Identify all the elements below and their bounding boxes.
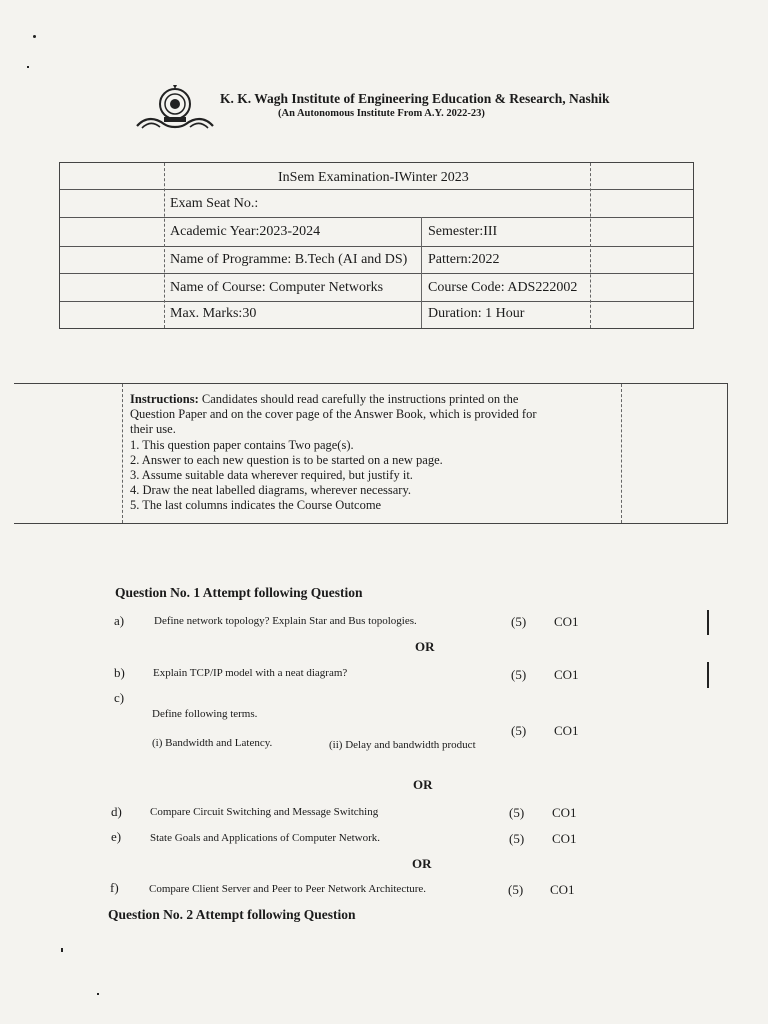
programme-name: Name of Programme: B.Tech (AI and DS) [170,252,408,267]
institute-subtitle: (An Autonomous Institute From A.Y. 2022-23) [278,108,485,119]
duration: Duration: 1 Hour [428,306,525,321]
question-subpart: (ii) Delay and bandwidth product [329,739,476,751]
scan-mark [707,610,709,635]
question-1-heading: Question No. 1 Attempt following Question [115,585,363,600]
question-label: a) [114,613,125,628]
course-outcome: CO1 [552,805,577,820]
course-name: Name of Course: Computer Networks [170,280,384,295]
scan-speck [27,66,29,68]
exam-title: InSem Examination-IWinter 2023 [278,170,469,185]
scan-speck [61,948,63,952]
exam-seat-no-label: Exam Seat No.: [170,196,259,211]
instructions-divider [621,384,622,523]
instructions-intro: Candidates should read carefully the instructions printed on the [198,392,519,406]
course-outcome: CO1 [554,723,579,738]
question-label: d) [111,804,122,819]
question-text: Define following terms. [152,708,258,720]
instruction-item: 3. Assume suitable data wherever required, but justify it. [130,468,413,483]
question-label: e) [111,829,122,844]
question-text: Compare Client Server and Peer to Peer Network Architecture. [149,883,427,895]
or-separator: OR [415,639,435,654]
scan-speck [33,35,36,38]
institute-name: K. K. Wagh Institute of Engineering Education & Research, Nashik [220,91,610,106]
question-text: State Goals and Applications of Computer Network. [150,832,381,844]
question-marks: (5) [511,614,527,629]
or-separator: OR [413,777,433,792]
question-label: f) [110,880,119,895]
instruction-item: 4. Draw the neat labelled diagrams, wherever necessary. [130,483,412,498]
question-marks: (5) [509,831,525,846]
course-outcome: CO1 [554,614,579,629]
question-text: Explain TCP/IP model with a neat diagram? [153,667,348,679]
question-label: c) [114,690,125,705]
or-separator: OR [412,856,432,871]
table-divider [421,217,422,328]
course-outcome: CO1 [550,882,575,897]
instructions-lead: Instructions: [130,392,199,406]
semester: Semester:III [428,224,498,239]
scan-mark [707,662,709,688]
course-outcome: CO1 [554,667,579,682]
question-marks: (5) [511,667,527,682]
exam-details-table [59,162,694,329]
question-marks: (5) [508,882,524,897]
question-label: b) [114,665,125,680]
table-divider [60,301,693,302]
question-marks: (5) [511,723,527,738]
question-text: Compare Circuit Switching and Message Switching [150,806,379,818]
question-subpart: (i) Bandwidth and Latency. [152,737,273,749]
table-divider [60,273,693,274]
pattern: Pattern:2022 [428,252,500,267]
scan-speck [97,993,99,995]
question-2-heading: Question No. 2 Attempt following Question [108,907,356,922]
instructions-intro: Question Paper and on the cover page of the Answer Book, which is provided for [130,407,537,422]
course-outcome: CO1 [552,831,577,846]
academic-year: Academic Year:2023-2024 [170,224,321,239]
table-divider [590,163,591,328]
table-divider [60,189,693,190]
table-divider [60,246,693,247]
table-divider [164,163,165,328]
instruction-item: 2. Answer to each new question is to be started on a new page. [130,452,443,467]
question-text: Define network topology? Explain Star and Bus topologies. [154,615,417,627]
instruction-item: 1. This question paper contains Two page(s). [130,437,354,452]
question-marks: (5) [509,805,525,820]
table-divider [60,217,693,218]
max-marks: Max. Marks:30 [170,306,257,321]
institute-logo-icon [134,84,216,132]
course-code: Course Code: ADS222002 [428,280,578,295]
instructions-intro: their use. [130,422,176,437]
instructions-divider [122,384,123,523]
instructions-text [130,392,620,514]
instruction-item: 5. The last columns indicates the Course Outcome [130,498,382,513]
